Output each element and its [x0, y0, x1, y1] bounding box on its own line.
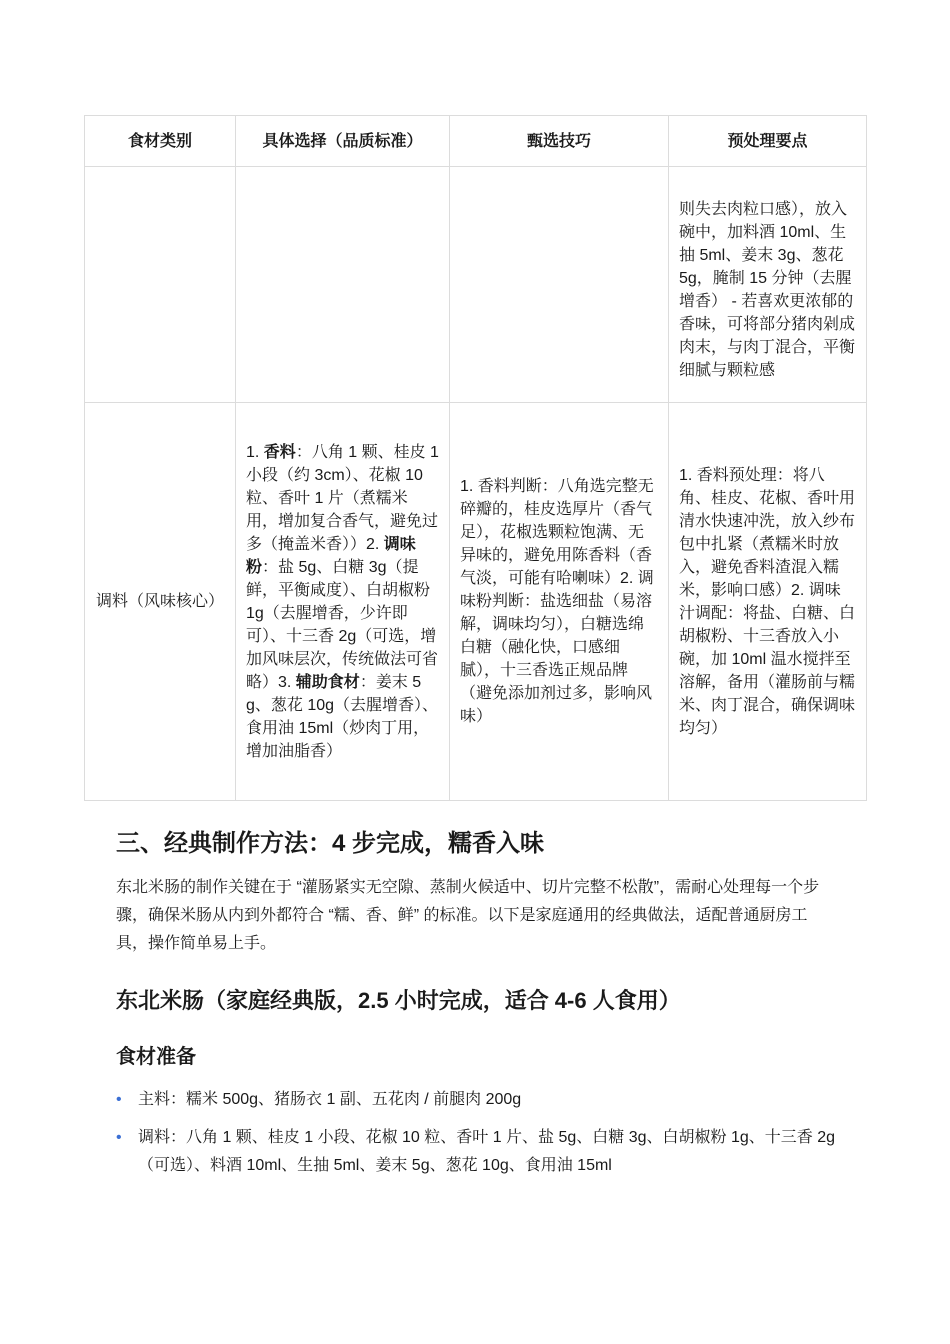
section-title: 三、经典制作方法：4 步完成，糯香入味 — [116, 830, 545, 857]
section-intro: 东北米肠的制作关键在于 “灌肠紧实无空隙、蒸制火候适中、切片完整不松散”，需耐心处理每一个步骤，确保米肠从内到外都符合 “糯、香、鲜” 的标准。以下是家庭通用的经典做法，适配普通厨房工具，操作简单易上手。 — [116, 879, 820, 952]
table-row — [85, 167, 867, 403]
table-row — [85, 403, 867, 801]
cell-prep-text: 1. 香料预处理：将八角、桂皮、花椒、香叶用清水快速冲洗，放入纱布包中扎紧（煮糯米时放入，避免香料渣混入糯米，影响口感）2. 调味汁调配：将盐、白糖、白胡椒粉、十三香放入小碗，加 10ml 温水搅拌至溶解，备用（灌肠前与糯米、肉丁混合，确保调味均匀） — [679, 466, 856, 737]
cell-prep — [669, 167, 867, 403]
bullet-icon: • — [116, 1129, 122, 1146]
recipe-title: 东北米肠（家庭经典版，2.5 小时完成，适合 4-6 人食用） — [116, 988, 681, 1013]
header-choice: 具体选择（品质标准） — [236, 116, 450, 167]
cell-choice-text — [246, 441, 439, 763]
bold-seg: 调味粉 — [246, 535, 416, 576]
text-seg: ：姜末 5g、葱花 10g（去腥增香）、食用油 15ml（炒肉丁用，增加油脂香） — [246, 673, 439, 760]
list-item-text: 主料：糯米 500g、猪肠衣 1 副、五花肉 / 前腿肉 200g — [138, 1091, 522, 1108]
cell-tips — [450, 167, 669, 403]
header-prep: 预处理要点 — [669, 116, 867, 167]
text-seg: ：盐 5g、白糖 3g（提鲜，平衡咸度）、白胡椒粉 1g（去腥增香，少许即可）、十三香 2g（可选，增加风味层次，传统做法可省略）3. — [246, 558, 439, 691]
cell-category — [85, 167, 236, 403]
table-header-row — [85, 116, 867, 167]
ingredients-list — [116, 1086, 836, 1190]
list-item — [116, 1124, 836, 1180]
ingredient-table — [84, 115, 867, 801]
cell-category — [85, 403, 236, 801]
bold-seg: 辅助食材 — [295, 673, 360, 691]
ingredients-heading: 食材准备 — [116, 1046, 196, 1068]
list-item-text: 调料：八角 1 颗、桂皮 1 小段、花椒 10 粒、香叶 1 片、盐 5g、白糖 3g、白胡椒粉 1g、十三香 2g（可选）、料酒 10ml、生抽 5ml、姜末 5g、葱花 10g、食用油 15ml — [138, 1129, 836, 1174]
bold-seg: 香料 — [263, 443, 296, 461]
list-item — [116, 1086, 836, 1114]
cell-tips-text: 1. 香料判断：八角选完整无碎瓣的，桂皮选厚片（香气足），花椒选颗粒饱满、无异味的，避免用陈香料（香气淡，可能有哈喇味）2. 调味粉判断：盐选细盐（易溶解，调味均匀），白糖选绵白糖（融化快，口感细腻），十三香选正规品牌（避免添加剂过多，影响风味） — [460, 478, 654, 725]
header-category: 食材类别 — [85, 116, 236, 167]
header-tips: 甄选技巧 — [450, 116, 669, 167]
cell-prep-text: 则失去肉粒口感），放入碗中，加料酒 10ml、生抽 5ml、姜末 3g、葱花 5g，腌制 15 分钟（去腥增香） - 若喜欢更浓郁的香味，可将部分猪肉剁成肉末，与肉丁混合，平衡细腻与颗粒感 — [679, 200, 856, 379]
bullet-icon: • — [116, 1091, 122, 1108]
cell-choice — [236, 167, 450, 403]
cell-category-text: 调料（风味核心） — [95, 593, 224, 610]
cell-choice — [236, 403, 450, 801]
cell-tips — [450, 403, 669, 801]
cell-prep — [669, 403, 867, 801]
text-seg: 1. — [246, 443, 264, 461]
text-seg: ：八角 1 颗、桂皮 1 小段（约 3cm）、花椒 10 粒、香叶 1 片（煮糯米用，增加复合香气，避免过多（掩盖米香））2. — [246, 443, 439, 553]
